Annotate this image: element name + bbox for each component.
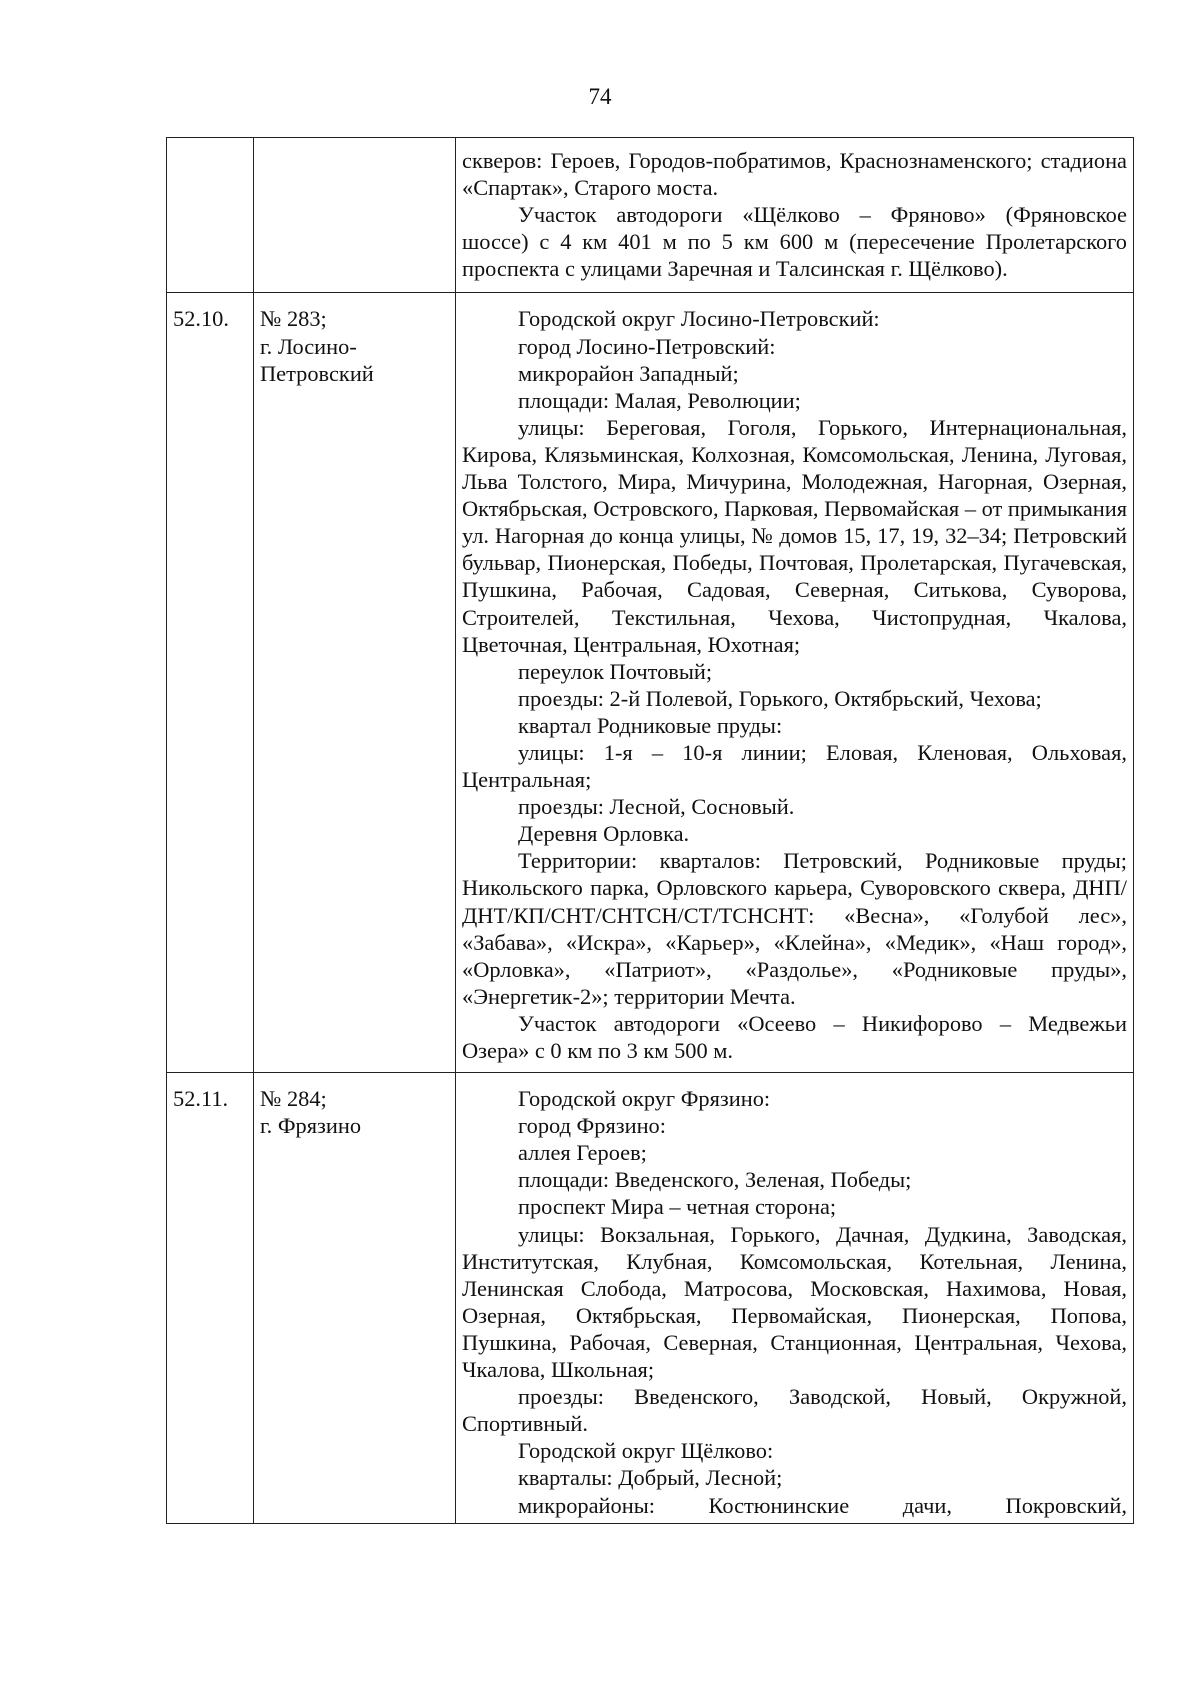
description-paragraph: проезды: Лесной, Сосновый. (518, 794, 795, 820)
item-number-cell (167, 138, 254, 293)
description-paragraph: аллея Героев; (518, 1140, 647, 1166)
description-paragraph: улицы: 1-я – 10-я линии; Еловая, Кленовая, Ольховая, Центральная; (462, 739, 1127, 793)
territory-description-cell (456, 138, 1134, 293)
description-paragraph: город Лосино-Петровский: (518, 333, 776, 359)
description-paragraph: улицы: Вокзальная, Горького, Дачная, Дудкина, Заводская, Институтская, Клубная, Комсомольская, Котельная, Ленина, Ленинская Слобода, Матросова, Московская, Нахимова, Новая, Озерная, Октябрьская, Первомайская, Пионерская, Попова, Пушкина, Рабочая, Северная, Станционная, Центральная, Чехова, Чкалова, Школьная; (462, 1221, 1127, 1383)
description-paragraph: микрорайон Западный; (518, 360, 739, 386)
item-number-cell: 52.11. (167, 1073, 254, 1524)
description-paragraph: Городской округ Фрязино: (518, 1086, 771, 1112)
district-name-cell (254, 293, 456, 1073)
description-paragraph: Территории: кварталов: Петровский, Родниковые пруды; Никольского парка, Орловского карьера, Суворовского сквера, ДНП/ДНТ/КП/СНТ/СНТСН/СТ/ТСНСНТ: «Весна», «Голубой лес», «Забава», «Искра», «Карьер», «Клейна», «Медик», «Наш город», «Орловка», «Патриот», «Раздолье», «Родниковые пруды», «Энергетик-2»; территории Мечта. (462, 848, 1127, 1009)
table-row (167, 1073, 1134, 1524)
description-paragraph: площади: Введенского, Зеленая, Победы; (518, 1167, 912, 1193)
description-paragraph: проезды: 2-й Полевой, Горького, Октябрьский, Чехова; (518, 685, 1042, 711)
description-paragraph: Участок автодороги «Осеево – Никифорово – Медвежьи Озера» с 0 км по 3 км 500 м. (462, 1010, 1127, 1063)
district-name-line: Петровский (260, 360, 374, 386)
description-paragraph: переулок Почтовый; (518, 658, 713, 684)
description-paragraph: скверов: Героев, Городов-побратимов, Краснознаменского; стадиона «Спартак», Старого моста. (462, 148, 1127, 201)
description-paragraph: проезды: Введенского, Заводской, Новый, Окружной, Спортивный. (462, 1384, 1127, 1437)
district-name-line: № 283; (260, 306, 327, 332)
table-row (167, 293, 1134, 1073)
district-name-line: г. Фрязино (260, 1113, 362, 1139)
description-paragraph: микрорайоны: Костюнинские дачи, Покровский, (518, 1492, 1127, 1518)
page-number: 74 (588, 84, 612, 109)
district-name-cell (254, 138, 456, 293)
description-paragraph: город Фрязино: (518, 1113, 666, 1139)
description-paragraph: Городской округ Щёлково: (518, 1438, 774, 1464)
description-paragraph: площади: Малая, Революции; (518, 387, 801, 413)
document-table (166, 137, 1134, 1524)
territory-description-cell (456, 1073, 1134, 1524)
district-name-cell (254, 1073, 456, 1524)
description-paragraph: квартал Родниковые пруды: (518, 712, 783, 738)
district-name-line: г. Лосино- (260, 333, 357, 359)
description-paragraph: проспект Мира – четная сторона; (518, 1194, 837, 1220)
description-paragraph: улицы: Береговая, Гоголя, Горького, Интернациональная, Кирова, Клязьминская, Колхозная, Комсомольская, Ленина, Луговая, Льва Толстого, Мира, Мичурина, Молодежная, Нагорная, Озерная, Октябрьская, Островского, Парковая, Первомайская – от примыкания ул. Нагорная до конца улицы, № домов 15, 17, 19, 32–34; Петровский бульвар, Пионерская, Победы, Почтовая, Пролетарская, Пугачевская, Пушкина, Рабочая, Садовая, Северная, Ситькова, Суворова, Строителей, Текстильная, Чехова, Чистопрудная, Чкалова, Цветочная, Центральная, Юхотная; (462, 414, 1128, 657)
district-name-line: № 284; (260, 1086, 327, 1112)
table-row (167, 138, 1134, 293)
description-paragraph: Городской округ Лосино-Петровский: (518, 306, 880, 332)
description-paragraph: кварталы: Добрый, Лесной; (518, 1465, 783, 1491)
description-paragraph: Деревня Орловка. (518, 821, 690, 847)
territory-description-cell (456, 293, 1134, 1073)
description-paragraph: Участок автодороги «Щёлково – Фряново» (Фряновское шоссе) с 4 км 401 м по 5 км 600 м (пересечение Пролетарского проспекта с улицами Заречная и Талсинская г. Щёлково). (462, 202, 1127, 282)
item-number-cell: 52.10. (167, 293, 254, 1073)
